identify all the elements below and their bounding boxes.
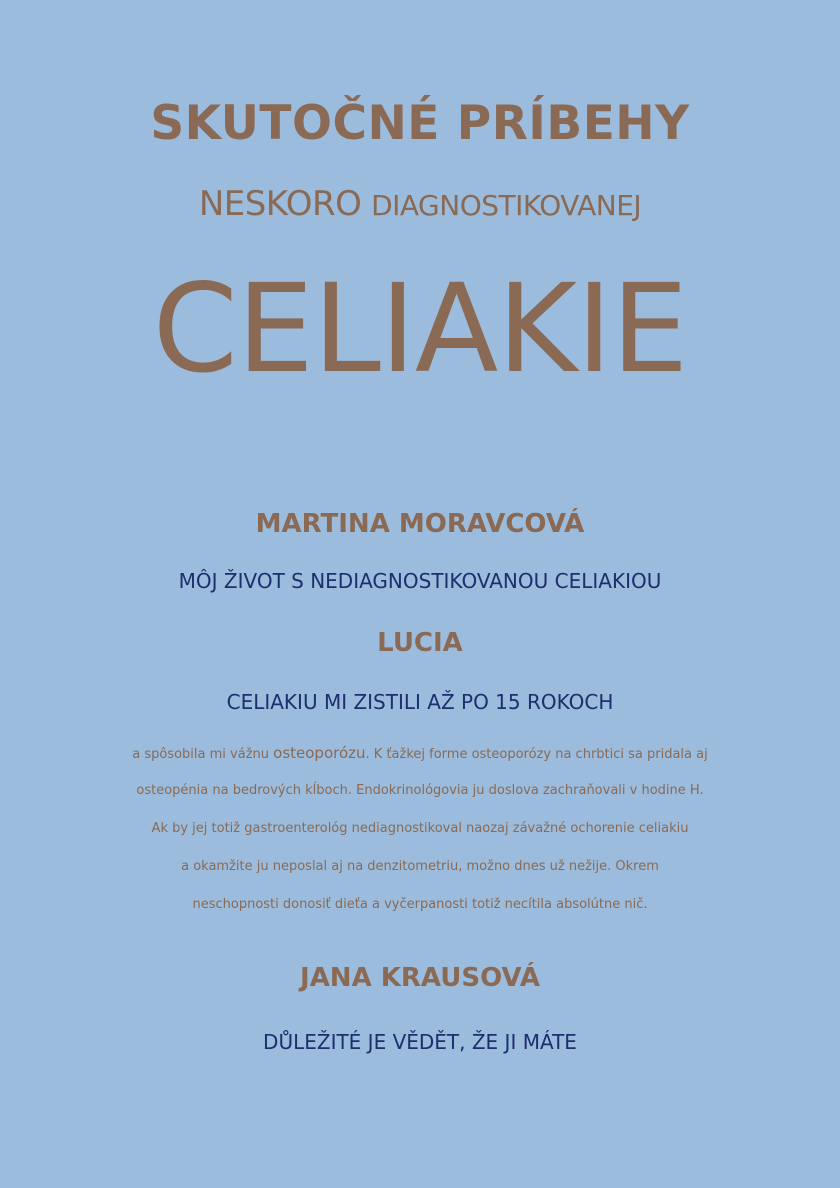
description-text: a spôsobila mi vážnu — [132, 747, 274, 762]
description-line-5: neschopnosti donosiť dieťa a vyčerpanosti totiž necítila absolútne nič. — [192, 897, 648, 912]
description-line-1 — [0, 744, 840, 762]
author-name: JANA KRAUSOVÁ — [300, 963, 540, 993]
description-line-4: a okamžite ju neposlal aj na denzitometriu, možno dnes už nežije. Okrem — [181, 859, 659, 874]
author-name: MARTINA MORAVCOVÁ — [255, 509, 585, 539]
title-line-2-word-1: NESKORO — [198, 184, 362, 224]
description-line-3: Ak by jej totiž gastroenterológ nediagnostikoval naozaj závažné ochorenie celiakiu — [151, 821, 689, 836]
description-highlight: osteoporózu — [273, 744, 366, 762]
description-text: . K ťažkej forme osteoporózy na chrbtici sa pridala aj — [365, 747, 708, 762]
book-title: CELIAKIU MI ZISTILI AŽ PO 15 ROKOCH — [226, 690, 614, 714]
book-title: MÔJ ŽIVOT S NEDIAGNOSTIKOVANOU CELIAKIOU — [178, 569, 662, 593]
title-line-3: CELIAKIE — [152, 258, 688, 400]
title-line-2 — [0, 184, 840, 224]
description-line-2: osteopénia na bedrových kĺboch. Endokrinológovia ju doslova zachraňovali v hodine H. — [136, 783, 704, 798]
title-line-2-word-2: DIAGNOSTIKOVANEJ — [371, 189, 642, 222]
title-line-1: SKUTOČNÉ PRÍBEHY — [150, 96, 690, 151]
author-name: LUCIA — [377, 628, 463, 658]
book-title: DŮLEŽITÉ JE VĚDĚT, ŽE JI MÁTE — [263, 1030, 577, 1054]
